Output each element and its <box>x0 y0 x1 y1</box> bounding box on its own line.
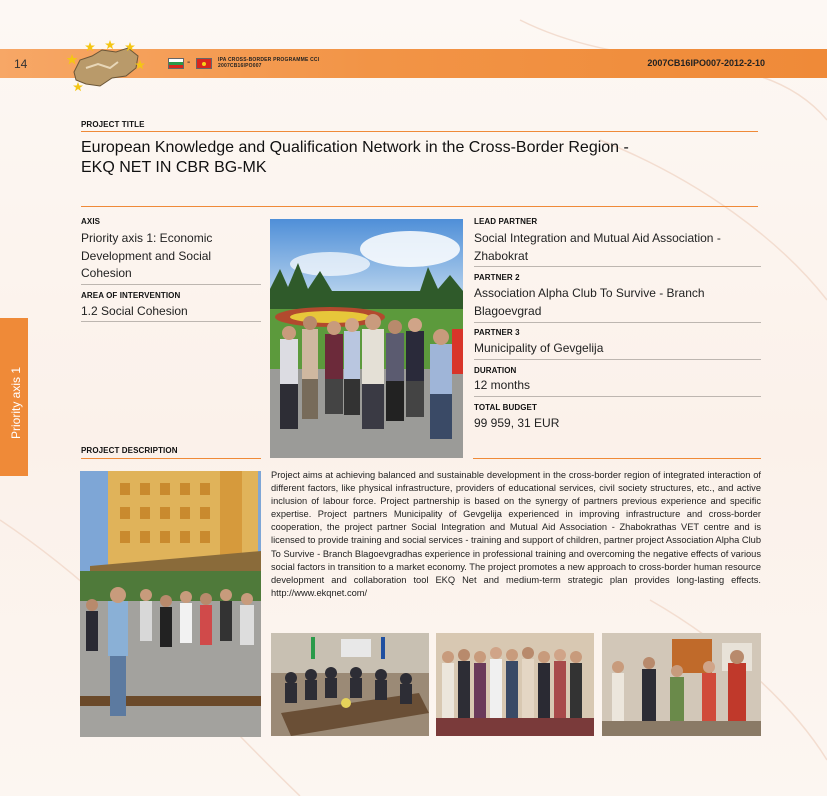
project-description-text: Project aims at achieving balanced and sustainable development in the cross-border region of integrated interaction of different factors, like physical infrastructure, providers of educational services, civil society structures, etc., and active inclusion of labour force. Project partnership is based on the synergy of partners previous experience and specific expertise. Project partners Municipality of Gevgelija experienced in improving infrastructure and cross-border cooperation, the project partner Social Integration and Mutual Aid Association - Zhabokrathas VET centre and is licensed to provide training and social services - training and support of children, partner project Association Alpha Club To Survive - Branch Blagoevgradhas experience in professional training and overcoming the negative effects of various social factors in transition to a market economy. The project promotes a new approach to cross-border human resource development and collaboration tool EKQ Net and medium-term strategic plan provides long-lasting effects. http://www.ekqnet.com/ <box>271 470 761 598</box>
partner-2-rule <box>474 322 761 323</box>
area-rule <box>81 321 261 322</box>
title-rule <box>81 131 758 132</box>
lead-partner-label: LEAD PARTNER <box>474 217 538 226</box>
project-description-label: PROJECT DESCRIPTION <box>81 446 178 455</box>
project-title-label: PROJECT TITLE <box>81 120 145 129</box>
duration-rule <box>474 396 761 397</box>
partner-3-value: Municipality of Gevgelija <box>474 341 604 355</box>
group-park-photo <box>270 219 463 458</box>
duration-label: DURATION <box>474 366 517 375</box>
axis-rule <box>81 284 261 285</box>
meeting-photo <box>271 633 429 736</box>
description-rule-left <box>81 458 261 459</box>
project-title-line-2: EKQ NET IN CBR BG-MK <box>81 159 267 176</box>
section-rule <box>81 206 758 207</box>
project-code: 2007CB16IPO007-2012-2-10 <box>647 58 765 68</box>
partner-2-value: Association Alpha Club To Survive - Branch Blagoevgrad <box>474 286 705 318</box>
axis-value: Priority axis 1: Economic Development and Social Cohesion <box>81 231 213 280</box>
programme-name: IPA CROSS-BORDER PROGRAMME CCI 2007CB16IPO007 <box>218 57 320 69</box>
area-value: 1.2 Social Cohesion <box>81 304 188 318</box>
hotel-group-photo <box>80 471 261 737</box>
programme-logo-icon <box>66 38 146 94</box>
page-number: 14 <box>14 57 28 71</box>
project-title-line-1: European Knowledge and Qualification Network in the Cross-Border Region - <box>81 139 629 156</box>
area-label: AREA OF INTERVENTION <box>81 291 181 300</box>
macedonia-flag-icon <box>196 58 212 69</box>
lead-partner-rule <box>474 266 761 267</box>
lead-partner-value: Social Integration and Mutual Aid Association - Zhabokrat <box>474 231 721 263</box>
exhibition-photo <box>602 633 761 736</box>
side-tab-label: Priority axis 1 <box>9 366 23 440</box>
partner-2-label: PARTNER 2 <box>474 273 520 282</box>
bulgaria-flag-icon <box>168 58 184 69</box>
budget-label: TOTAL BUDGET <box>474 403 537 412</box>
flag-separator: - <box>187 57 191 68</box>
project-title <box>81 138 741 178</box>
duration-value: 12 months <box>474 378 531 392</box>
partner-3-rule <box>474 359 761 360</box>
group-indoor-photo <box>436 633 594 736</box>
partner-3-label: PARTNER 3 <box>474 328 520 337</box>
axis-label: AXIS <box>81 217 101 226</box>
description-rule-right <box>473 458 761 459</box>
budget-value: 99 959, 31 EUR <box>474 416 560 430</box>
